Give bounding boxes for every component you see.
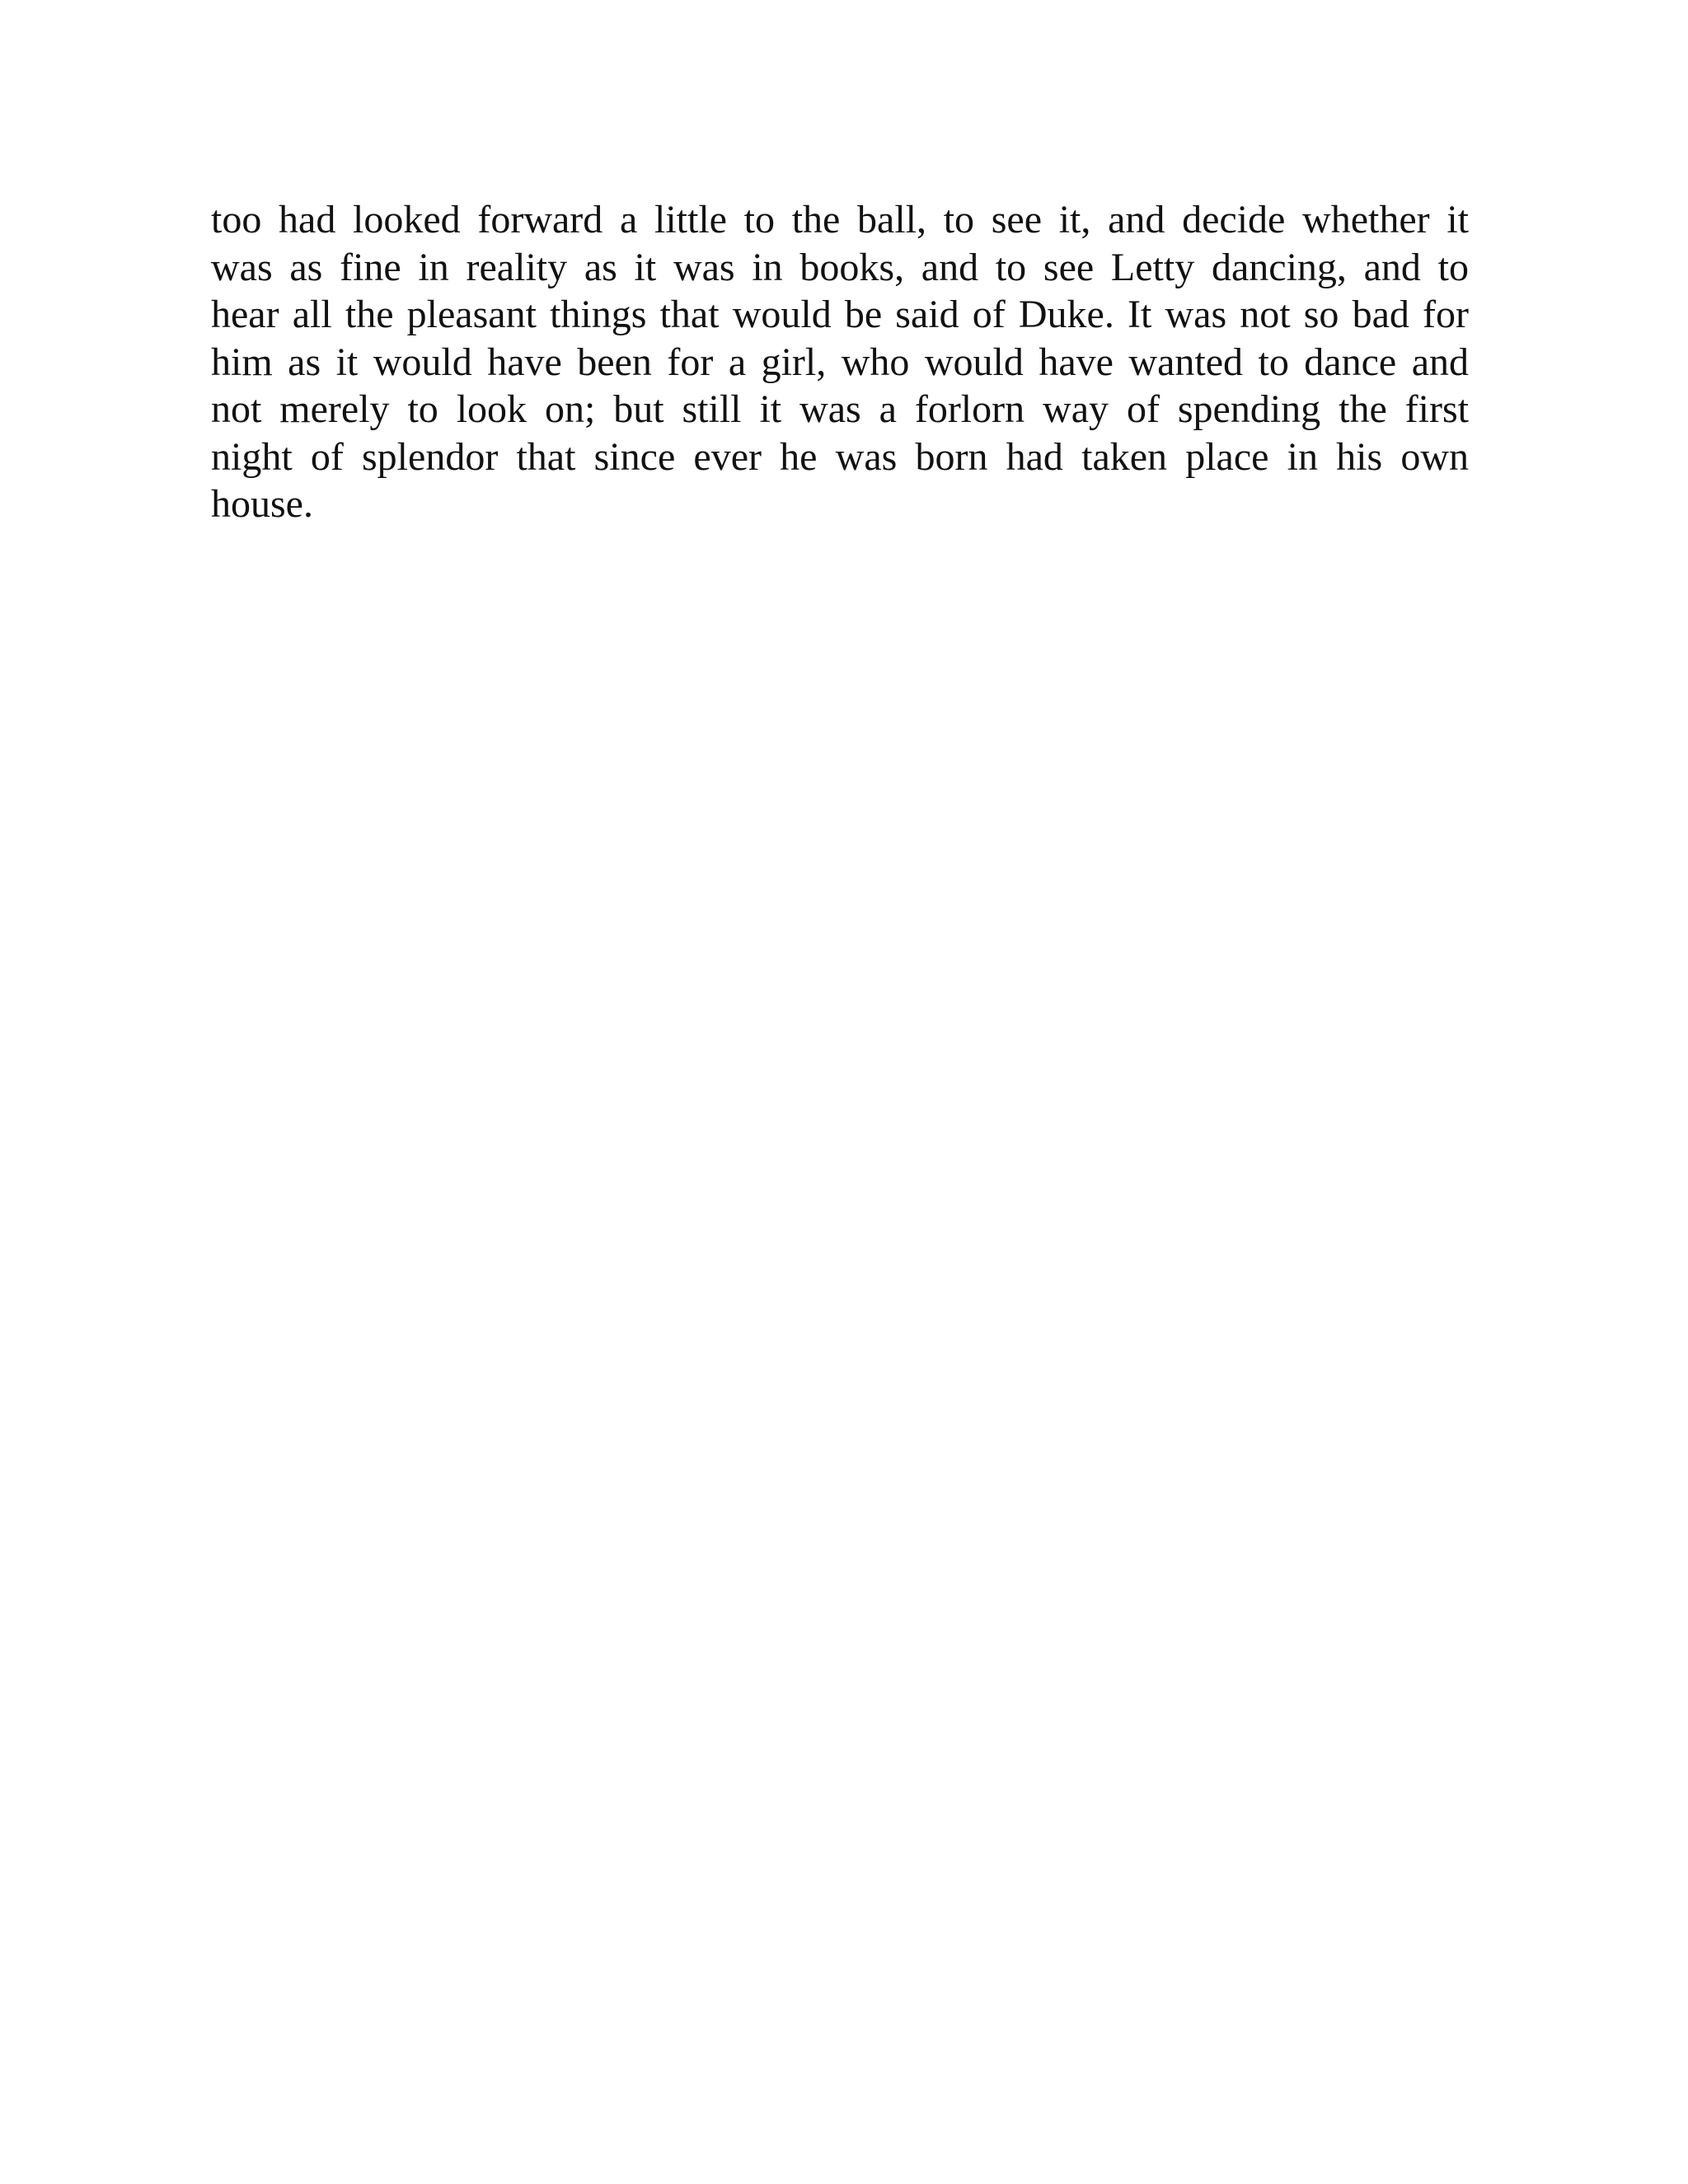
paragraph-line: not merely to look on; but still it was a forlorn way of spending the first [211,387,1469,431]
paragraph-line: too had looked forward a little to the ball, to see it, and decide whether it [211,198,1469,241]
paragraph-line: was as fine in reality as it was in books, and to see Letty dancing, and to [211,245,1469,289]
paragraph-line: him as it would have been for a girl, who would have wanted to dance and [211,340,1469,384]
paragraph-line: house. [211,482,313,526]
paragraph-line: hear all the pleasant things that would be said of Duke. It was not so bad for [211,293,1469,336]
paragraph-line: night of splendor that since ever he was born had taken place in his own [211,434,1469,479]
body-paragraph [211,196,1469,528]
